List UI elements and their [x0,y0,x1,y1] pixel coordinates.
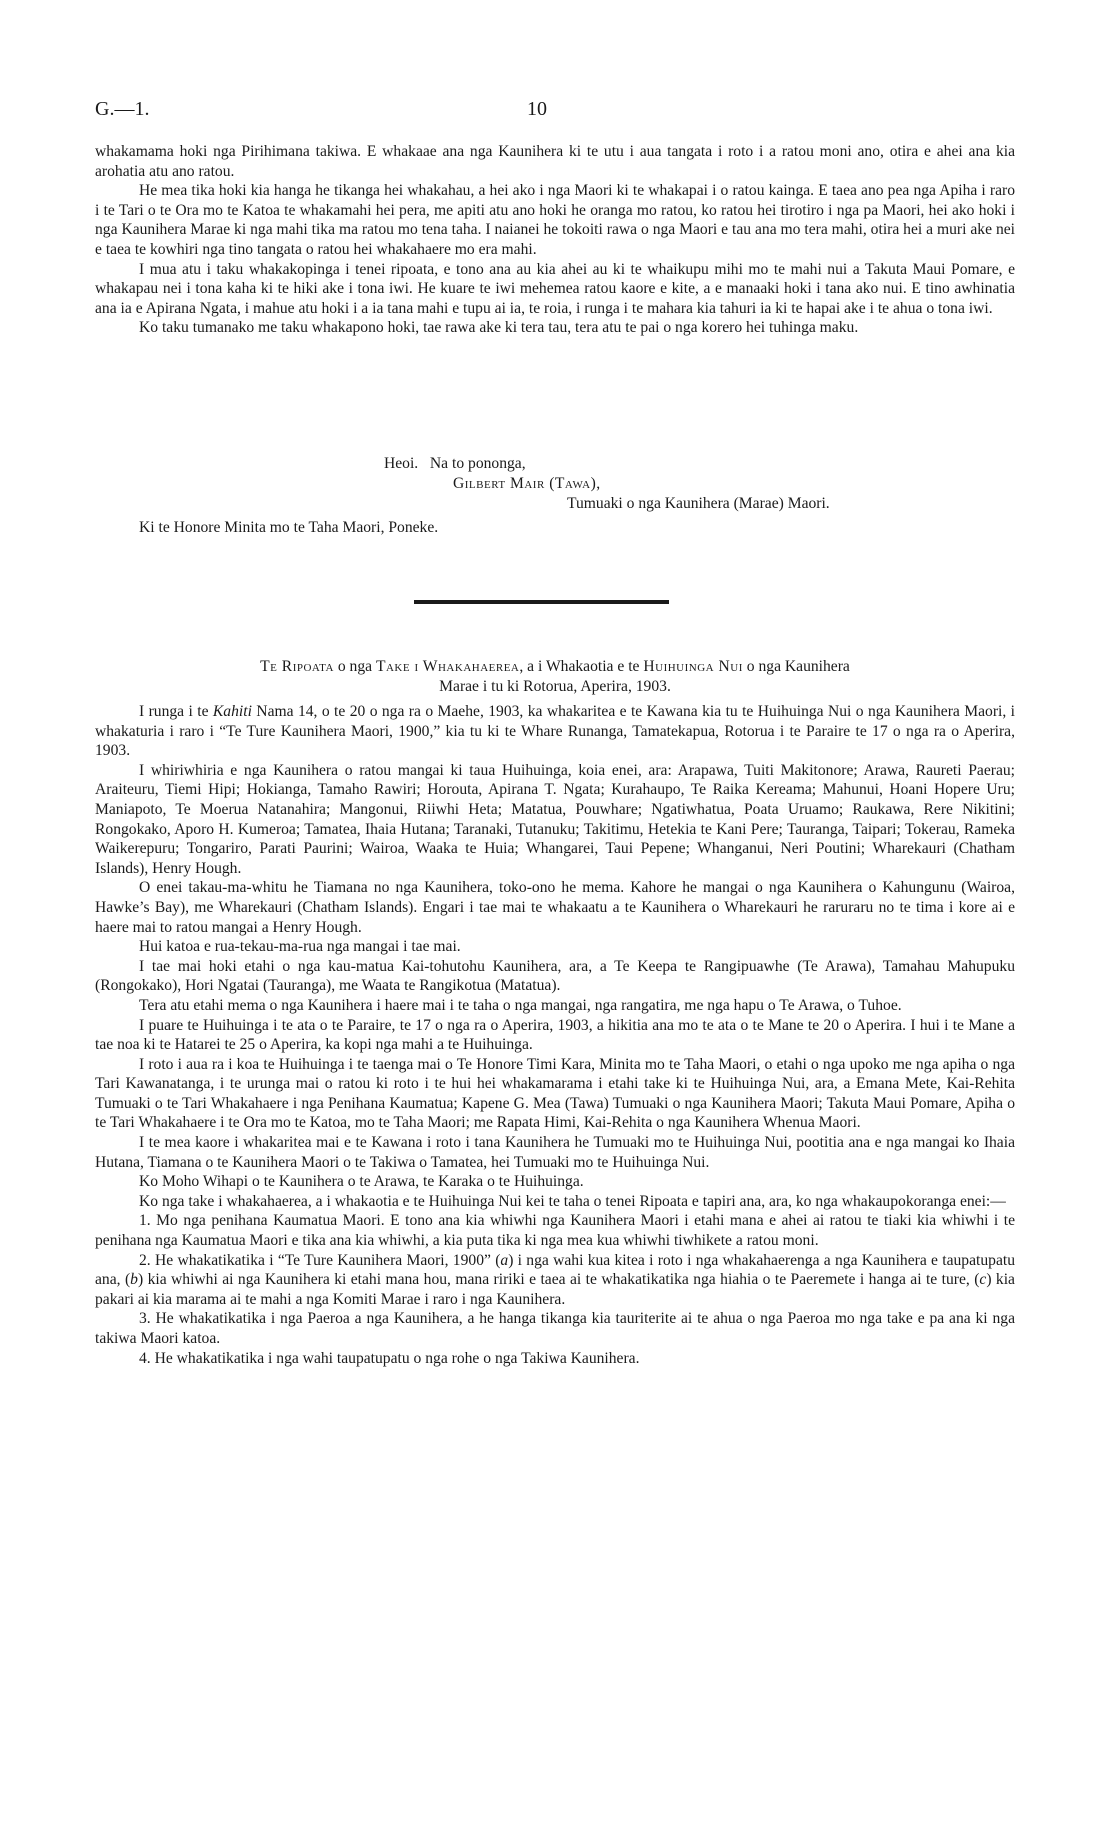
title-part: o nga [333,658,376,675]
gazette-name: Kahiti [212,703,252,720]
text-span: 2. He whakatikatika i “Te Ture Kaunihera Maori, 1900” ( [139,1251,501,1269]
report-paragraph: Tera atu etahi mema o nga Kaunihera i haere mai i te taha o nga mangai, nga rangatira, me nga hapu o Te Arawa, o Tuhoe. [139,996,902,1014]
title-part: , a i Whakaotia e te [519,658,644,675]
letter-paragraph: He mea tika hoki kia hanga he tikanga hei whakahau, a hei ako i nga Maori ki te whakapai i o ratou kainga. E taea ano pea nga Apiha i raro i te Tari o te Ora mo te Katoa te whakamahi hei pera, me apiti atu ano hoki he oranga mo ratou, ko ratou hei tirotiro i nga pa Maori, hei ako hoki i nga Kaunihera Marae ki nga mahi tika ma ratou mo tena taha. I naianei he tokoiti rawa o nga Maori e tau ana mo tera mahi, otira hei a muri ake nei e taea te kowhiri nga tino tangata o ratou hei whakahaere mo era mahi. [95,182,1015,258]
report-paragraph: I whiriwhiria e nga Kaunihera o ratou mangai ki taua Huihuinga, koia enei, ara: Arapawa, Tuiti Makitonore; Arawa, Raureti Paerau; Araiteuru, Tiemi Hipi; Hokianga, Tamaho Rawiri; Horouta, Apirana T. Ngata; Kurahaupo, Te Raika Kereama; Mahunui, Hoani Hopere Uru; Maniapoto, Te Moerua Natanahira; Mangonui, Riiwhi Heta; Matatua, Pouwhare; Ngatiwhatua, Poata Uruamo; Raukawa, Rere Nikitini; Rongokako, Aporo H. Kumeroa; Tamatea, Ihaia Hutana; Taranaki, Tutanuku; Takitimu, Hetekia te Kani Pere; Tauranga, Taipari; Tokerau, Rameka Waikerepuru; Tongariro, Parati Paurini; Wairoa, Waaka te Huia; Whangarei, Taui Pepene; Whanganui, Neri Poutini; Wharekauri (Chatham Islands), Henry Hough. [95,761,1015,877]
title-part: Te Ripoata [260,658,334,675]
resolutions-list [95,1211,1015,1368]
report-paragraph: I puare te Huihuinga i te ata o te Paraire, te 17 o nga ra o Aperira, 1903, a hikitia ana mo te ata o te Mane te 20 o Aperira. I hui i te Mane a tae noa ki te Hatarei te 25 o Aperira, ka kopi nga mahi a te Huihuinga. [95,1016,1015,1054]
list-marker: c [979,1271,987,1289]
text-span: ) kia whiwhi ai nga Kaunihera ki etahi mana hou, mana ririki e taea ai te whakatikatika nga hiahia o te Paeremete i hanga ai te ture, ( [137,1271,980,1289]
report-title-line-2: Marae i tu ki Rotorua, Aperira, 1903. [439,678,671,695]
letter-closing [384,455,526,473]
report-title [95,657,1015,697]
list-item: 3. He whakatikatika i nga Paeroa a nga Kaunihera, a he hanga tikanga kia tauriterite ai te ahua o nga Paeroa mo nga take e pa ana ki nga takiwa Maori katoa. [95,1310,1015,1347]
report-title-line-1 [95,657,1015,677]
report-paragraph: I te mea kaore i whakaritea mai e te Kawana i roto i tana Kaunihera he Tumuaki mo te Huihuinga Nui, pootitia ana e nga mangai ko Ihaia Hutana, Tiamana o te Kaunihera Maori o te Takiwa o Tamatea, hei Tumuaki mo te Huihuinga Nui. [95,1134,1015,1171]
list-marker: b [130,1271,138,1289]
letter-paragraph: I mua atu i taku whakakopinga i tenei ripoata, e tono ana au kia ahei au ki te whaikupu mihi mo te mahi nui a Takuta Maui Pomare, e whakapau nei i tona kaha ki te hiki ake i tona iwi. He kuare te iwi mehemea ratou kaore e kite, a e manaaki hoki i tana ako nui. E tino awhinatia ana ia e Apirana Ngata, i mahue atu hoki i a ia tana mahi e tupu ai ia, te roia, i runga i te mahara kia tahuri ia ki te hapai ake i te ahua o tona iwi. [95,260,1015,317]
page-code: G.—1. [95,98,150,120]
letter-paragraph: Ko taku tumanako me taku whakapono hoki, tae rawa ake ki tera tau, tera atu te pai o nga korero hei tuhinga maku. [139,319,859,337]
page-number: 10 [527,98,547,120]
report-body [95,702,1015,1368]
letter-body [95,142,1015,338]
text-span: ) i nga wahi kua kitea i roto i nga whakahaerenga a nga Kaunihera e taupatupatu ana, ( [95,1251,1015,1289]
report-paragraph: Hui katoa e rua-tekau-ma-rua nga mangai i tae mai. [139,938,461,956]
title-part: o nga Kaunihera [742,658,850,675]
report-paragraph: I tae mai hoki etahi o nga kau-matua Kai-tohutohu Kaunihera, ara, a Te Keepa te Rangipuawhe (Te Arawa), Tamahau Mahupuku (Rongokako), Hori Ngatai (Tauranga), me Waata te Rangikotua (Matatua). [95,957,1015,995]
section-divider [414,600,669,604]
text-span: ) kia pakari ai kia marama ai te mahi a nga Komiti Marae i raro i nga Kaunihera. [95,1271,1015,1308]
closing-phrase: Na to pononga, [429,455,526,472]
report-paragraph: I roto i aua ra i koa te Huihuinga i te taenga mai o Te Honore Timi Kara, Minita mo te Taha Maori, o etahi o nga upoko me nga apiha o nga Tari Kawanatanga, i te urunga mai o ratou ki roto i te hui hei whakamarama i etahi take ki te Huihuinga Nui, ara, a Emana Mete, Kai-Rehita Tumuaki o te Tari Whakahaere i nga Penihana Kaumatua; Kapene G. Mea (Tawa) Tumuaki o nga Kaunihera Maori; Takuta Maui Pomare, Apiha o te Tari Whakahaere i te Ora mo te Katoa, mo te Taha Maori; me Rapata Himi, Kai-Rehita o nga Kaunihera Whenua Maori. [95,1055,1015,1132]
text-span: I runga i te [139,703,213,720]
signer-title: Tumuaki o nga Kaunihera (Marae) Maori. [567,495,830,512]
signer-name: Gilbert Mair (Tawa), [453,475,601,492]
report-paragraph: Ko Moho Wihapi o te Kaunihera o te Arawa, te Karaka o te Huihuinga. [139,1173,584,1191]
report-paragraph: O enei takau-ma-whitu he Tiamana no nga Kaunihera, toko-ono he mema. Kahore he mangai o nga Kaunihera o Kahungunu (Wairoa, Hawke’s Bay), me Wharekauri (Chatham Islands). Engari i tae mai te whakaatu a te Kaunihera o Wharekauri he raruraru no te tima i kore ai e haere mai to ratou mangai a Henry Hough. [95,879,1015,936]
report-paragraph [95,702,1015,761]
closing-word: Heoi. [384,455,419,472]
letter-paragraph: whakamama hoki nga Pirihimana takiwa. E whakaae ana nga Kaunihera ki te utu i aua tangata i roto i a ratou moni ano, otira e ahei ana kia arohatia atu ano ratou. [95,143,1015,180]
title-part: Huihuinga Nui [643,658,743,675]
list-item: 4. He whakatikatika i nga wahi taupatupatu o nga rohe o nga Takiwa Kaunihera. [139,1349,640,1367]
letter-addressee: Ki te Honore Minita mo te Taha Maori, Poneke. [139,519,439,536]
title-part: Take i Whakahaerea [375,658,520,675]
list-marker: a [500,1251,509,1269]
page-header [95,98,1030,128]
report-paragraph: Ko nga take i whakahaerea, a i whakaotia e te Huihuinga Nui kei te taha o tenei Ripoata e tapiri ana, ara, ko nga whakaupokoranga enei:— [139,1192,1006,1210]
text-span: Nama 14, o te 20 o nga ra o Maehe, 1903, ka whakaritea e te Kawana kia tu te Huihuinga Nui o nga Kaunihera Maori, i whakaturia i raro i “Te Ture Kaunihera Maori, 1900,” kia tu ki te Whare Runanga, Tamatekapua, Rotorua i te Paraire te 17 o nga ra o Aperira, 1903. [95,703,1015,760]
list-item: 1. Mo nga penihana Kaumatua Maori. E tono ana kia whiwhi nga Kaunihera Maori i etahi mana e ahei ai ratou te tiaki kia whiwhi i te penihana nga Kaumatua Maori e tika ana kia whiwhi, a kia puta tika ki nga mea kua whiwhi tiwhikete a ratou moni. [95,1212,1015,1250]
list-item [95,1251,1015,1310]
